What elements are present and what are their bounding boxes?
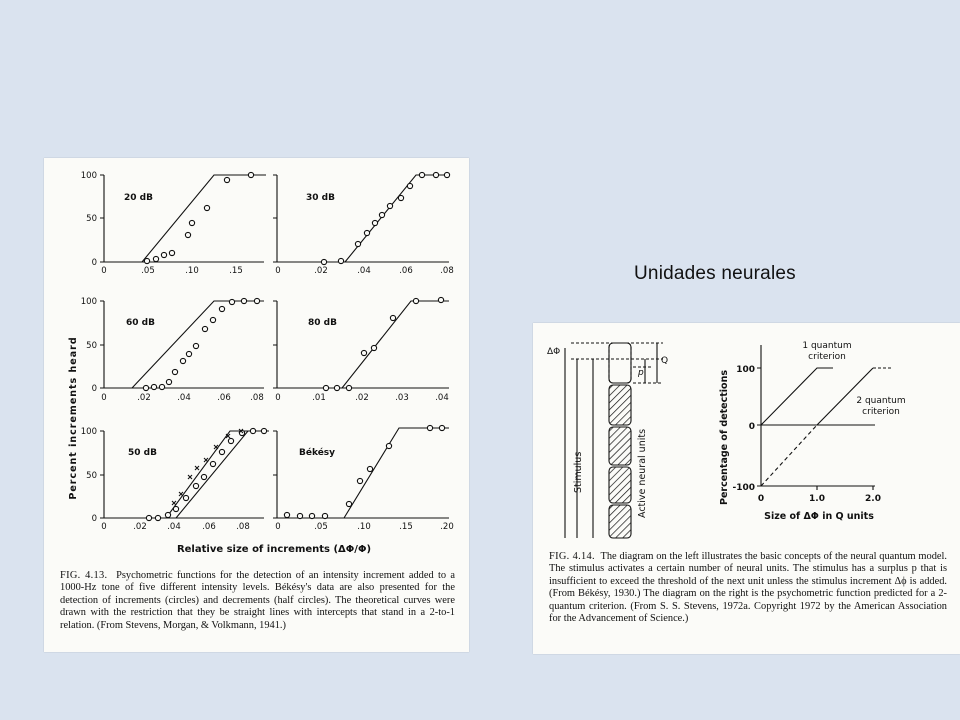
x-tick: .02 [133, 522, 147, 532]
q-label: Q [661, 356, 669, 366]
y-tick: 100 [736, 365, 755, 375]
x-tick: .04 [177, 393, 191, 403]
panel-label: 20 dB [124, 193, 153, 203]
caption-figure-number: FIG. 4.14. [549, 551, 595, 562]
y-tick: 50 [86, 341, 97, 351]
caption-text: Psychometric functions for the detection of an intensity increment added to a 1000-Hz tone of five different intensity levels. Békésy's data are also presented for the detection of increments (circles) and decrements (half circles). The theoretical curves were drawn with the restriction that they be straight lines with intercepts that stand in a 2-to-1 relation. (From Stevens, Morgan, & Volkmann, 1941.) [60, 570, 455, 631]
caption-text: The diagram on the left illustrates the basic concepts of the neural quantum model. The stimulus activates a certain number of neural units. The stimulus has a surplus p that is insufficient to exceed the threshold of the next unit unless the stimulus increment Δϕ is added. (From Békésy, 1930.) The diagram on the right is the psychometric function predicted for a 2-quantum criterion. (From S. S. Stevens, 1972a. Copyright 1972 by the American Association for the Advancement of Science.) [549, 551, 947, 625]
x-tick: .06 [202, 522, 216, 532]
x-tick: .01 [312, 393, 326, 403]
delta-phi-label: ΔΦ [547, 347, 561, 357]
curve-label-1: 1 quantum [802, 341, 852, 351]
x-tick: 0 [757, 494, 765, 504]
x-tick: .08 [440, 266, 454, 276]
caption-figure-number: FIG. 4.13. [60, 570, 108, 581]
x-tick: .08 [236, 522, 250, 532]
panel-label: 30 dB [306, 193, 335, 203]
y-tick: 100 [80, 171, 97, 181]
y-tick: 0 [748, 422, 755, 432]
x-tick: .10 [185, 266, 199, 276]
y-tick: 0 [91, 258, 97, 268]
stimulus-label: Stimulus [573, 451, 584, 493]
x-tick: .20 [440, 522, 454, 532]
panel-label: 60 dB [126, 318, 155, 328]
x-tick: 0 [101, 393, 107, 403]
x-tick: .15 [399, 522, 413, 532]
active-units-label: Active neural units [637, 428, 648, 518]
x-tick: 0 [275, 393, 281, 403]
x-tick: 0 [101, 266, 107, 276]
x-tick: 2.0 [865, 494, 881, 504]
curve-label-1: criterion [808, 352, 846, 362]
y-tick: 50 [86, 214, 97, 224]
curve-label-2: criterion [862, 407, 900, 417]
x-tick: .15 [229, 266, 243, 276]
x-tick: .05 [314, 522, 328, 532]
x-tick: .04 [167, 522, 181, 532]
figure-caption [60, 570, 455, 632]
x-tick: 1.0 [809, 494, 825, 504]
p-label: p [638, 368, 644, 378]
x-tick: .08 [250, 393, 264, 403]
x-tick: .05 [141, 266, 155, 276]
x-tick: 0 [275, 522, 281, 532]
y-tick: 100 [80, 297, 97, 307]
figure-caption [549, 551, 947, 625]
x-axis-label: Relative size of increments (ΔΦ/Φ) [176, 544, 372, 555]
curve-label-2: 2 quantum [856, 396, 906, 406]
y-axis-label: Percentage of detections [719, 370, 730, 505]
x-tick: .06 [217, 393, 231, 403]
x-tick: 0 [275, 266, 281, 276]
y-tick: 50 [86, 471, 97, 481]
y-tick: 0 [91, 384, 97, 394]
y-tick: -100 [732, 483, 755, 493]
x-tick: 0 [101, 522, 107, 532]
x-tick: .04 [357, 266, 371, 276]
y-tick: 100 [80, 427, 97, 437]
x-tick: .04 [435, 393, 449, 403]
slide-title: Unidades neurales [634, 263, 796, 284]
x-tick: .06 [399, 266, 413, 276]
x-axis-label: Size of ΔΦ in Q units [764, 511, 874, 522]
panel-label: 80 dB [308, 318, 337, 328]
x-tick: .02 [137, 393, 151, 403]
y-axis-label: Percent increments heard [68, 336, 79, 500]
figure-4-14 [533, 323, 960, 654]
y-tick: 0 [91, 514, 97, 524]
figure-4-13 [44, 158, 469, 652]
panel-label: Békésy [299, 448, 336, 458]
x-tick: .02 [355, 393, 369, 403]
x-tick: .02 [314, 266, 328, 276]
x-tick: .10 [357, 522, 371, 532]
x-tick: .03 [395, 393, 409, 403]
panel-label: 50 dB [128, 448, 157, 458]
